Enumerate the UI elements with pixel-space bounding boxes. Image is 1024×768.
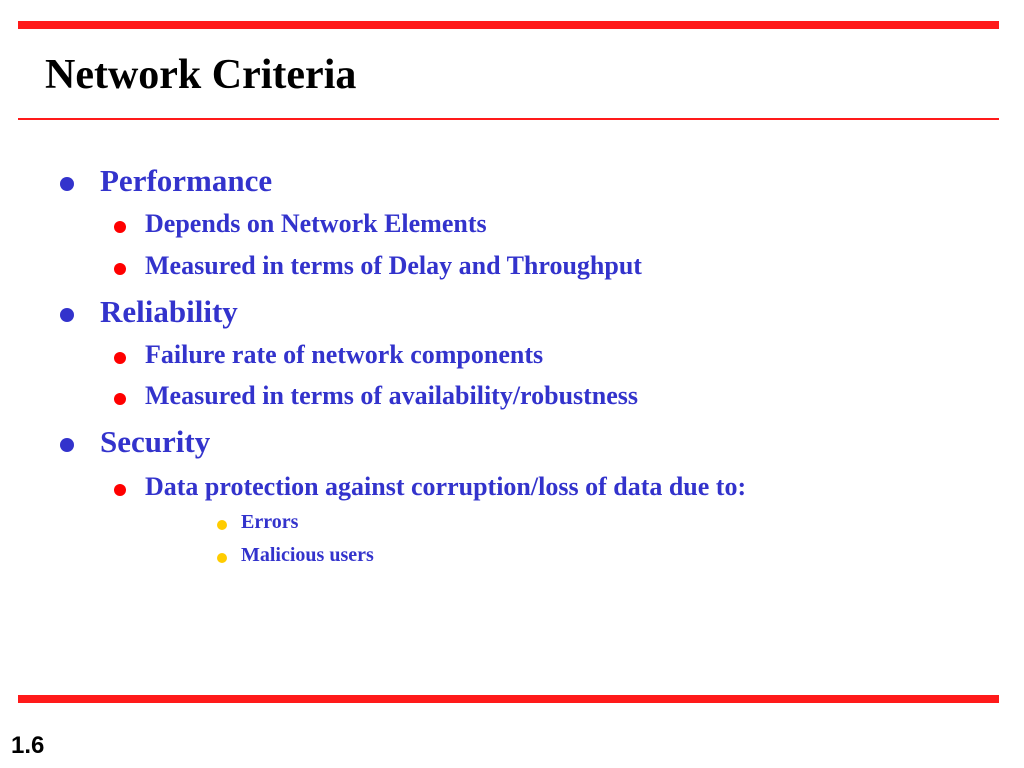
- bullet-text: Security: [100, 424, 211, 459]
- bullet-text: Measured in terms of availability/robustness: [145, 381, 639, 410]
- bullet-text: Malicious users: [241, 544, 374, 566]
- bullet-dot-icon: [114, 352, 126, 364]
- bullet-item-failure-rate: [145, 340, 543, 370]
- bullet-dot-icon: [114, 221, 126, 233]
- bullet-dot-icon: [60, 308, 74, 322]
- bullet-text: Depends on Network Elements: [145, 209, 487, 238]
- bullet-dot-icon: [114, 393, 126, 405]
- bullet-item-reliability: [100, 294, 238, 330]
- bullet-item-security: [100, 424, 210, 460]
- slide-title: Network Criteria: [45, 52, 357, 98]
- bullet-item-performance: [100, 163, 272, 199]
- bottom-rule: [18, 695, 999, 703]
- bullet-dot-icon: [217, 553, 227, 563]
- title-underline: [18, 118, 999, 120]
- page-number: 1.6: [11, 732, 45, 759]
- bullet-item-availability: [145, 381, 638, 411]
- bullet-text: Errors: [241, 511, 299, 533]
- bullet-dot-icon: [217, 520, 227, 530]
- bullet-dot-icon: [114, 263, 126, 275]
- bullet-item-data-protection: [145, 472, 746, 502]
- bullet-item-delay-throughput: [145, 251, 642, 281]
- bullet-text: Performance: [100, 163, 273, 198]
- bullet-item-malicious-users: [241, 543, 374, 567]
- bullet-text: Data protection against corruption/loss of data due to:: [145, 472, 747, 501]
- bullet-text: Failure rate of network components: [145, 340, 544, 369]
- bullet-text: Measured in terms of Delay and Throughput: [145, 251, 642, 280]
- bullet-dot-icon: [60, 177, 74, 191]
- bullet-dot-icon: [60, 438, 74, 452]
- top-rule: [18, 21, 999, 29]
- bullet-item-network-elements: [145, 209, 487, 239]
- bullet-text: Reliability: [100, 294, 238, 329]
- bullet-dot-icon: [114, 484, 126, 496]
- bullet-item-errors: [241, 510, 298, 534]
